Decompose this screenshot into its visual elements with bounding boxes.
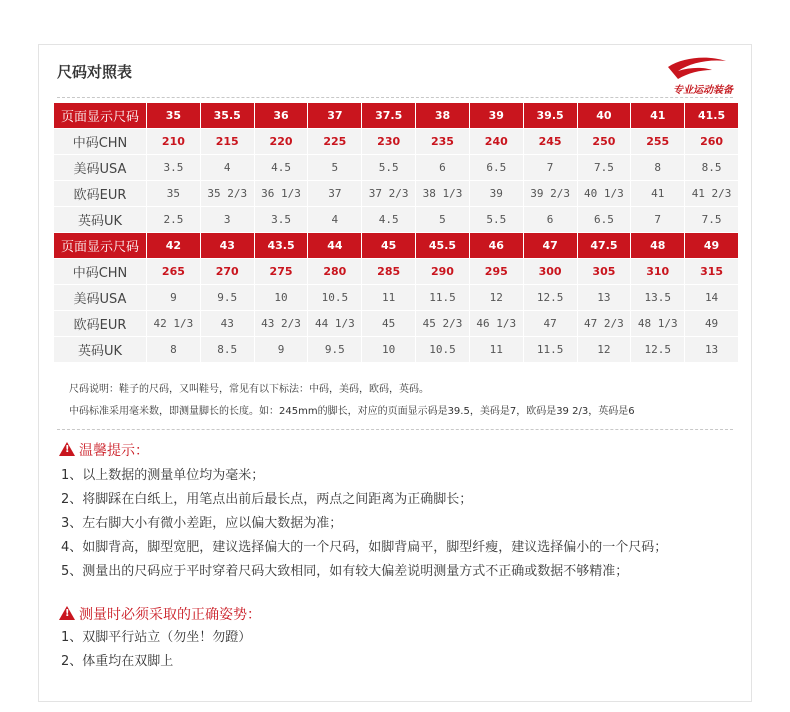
size-cell: 265 — [147, 259, 200, 284]
size-header-cell: 35 — [147, 103, 200, 128]
tips-list — [61, 464, 667, 584]
size-header-cell: 40 — [578, 103, 631, 128]
size-cell: 4.5 — [362, 207, 415, 232]
size-row-label: 美码USA — [54, 155, 146, 180]
size-cell: 290 — [416, 259, 469, 284]
size-header-cell: 48 — [631, 233, 684, 258]
warning-icon — [59, 442, 75, 456]
size-cell: 5 — [308, 155, 361, 180]
size-row-uk — [54, 207, 738, 232]
posture-list — [61, 626, 251, 674]
size-header-cell: 41 — [631, 103, 684, 128]
posture-item: 2、体重均在双脚上 — [61, 654, 174, 669]
size-header-row — [54, 103, 738, 128]
size-cell: 13 — [578, 285, 631, 310]
size-cell: 3 — [201, 207, 254, 232]
size-cell: 5.5 — [362, 155, 415, 180]
size-cell: 7 — [631, 207, 684, 232]
size-header-cell: 37.5 — [362, 103, 415, 128]
size-row-label: 中码CHN — [54, 129, 146, 154]
size-cell: 10.5 — [416, 337, 469, 362]
size-row-usa — [54, 155, 738, 180]
size-row-eur — [54, 181, 738, 206]
size-row-label: 英码UK — [54, 207, 146, 232]
size-table — [53, 102, 739, 363]
size-cell: 35 2/3 — [201, 181, 254, 206]
size-cell: 240 — [470, 129, 523, 154]
tip-item: 4、如脚背高，脚型宽肥，建议选择偏大的一个尺码，如脚背扁平，脚型纤瘦，建议选择偏小的一个尺码； — [61, 540, 668, 555]
size-cell: 9 — [255, 337, 308, 362]
size-cell: 4 — [308, 207, 361, 232]
brand-text: 专业运动装备 — [673, 85, 733, 96]
note-line: 中码标准采用毫米数，即测量脚长的长度。如：245mm的脚长，对应的页面显示码是39.5，美码是7，欧码是39 2/3，英码是6 — [69, 406, 635, 417]
size-header-row — [54, 233, 738, 258]
size-cell: 35 — [147, 181, 200, 206]
size-header-cell: 47.5 — [578, 233, 631, 258]
size-cell: 305 — [578, 259, 631, 284]
size-cell: 48 1/3 — [631, 311, 684, 336]
posture-item: 1、双脚平行站立（勿坐！勿蹬） — [61, 630, 252, 645]
size-header-cell: 45.5 — [416, 233, 469, 258]
size-cell: 3.5 — [255, 207, 308, 232]
size-cell: 260 — [685, 129, 738, 154]
size-cell: 37 — [308, 181, 361, 206]
size-row-uk — [54, 337, 738, 362]
size-cell: 2.5 — [147, 207, 200, 232]
size-row-chn — [54, 129, 738, 154]
size-cell: 245 — [524, 129, 577, 154]
size-cell: 12 — [470, 285, 523, 310]
size-cell: 14 — [685, 285, 738, 310]
warning-icon — [59, 606, 75, 620]
size-cell: 11 — [362, 285, 415, 310]
size-cell: 8.5 — [201, 337, 254, 362]
size-cell: 11.5 — [524, 337, 577, 362]
size-cell: 10 — [255, 285, 308, 310]
size-header-cell: 45 — [362, 233, 415, 258]
tip-item: 3、左右脚大小有微小差距，应以偏大数据为准； — [61, 516, 343, 531]
size-cell: 49 — [685, 311, 738, 336]
size-cell: 10 — [362, 337, 415, 362]
size-cell: 210 — [147, 129, 200, 154]
size-cell: 43 2/3 — [255, 311, 308, 336]
size-cell: 295 — [470, 259, 523, 284]
size-cell: 225 — [308, 129, 361, 154]
size-cell: 41 — [631, 181, 684, 206]
size-header-cell: 49 — [685, 233, 738, 258]
size-header-cell: 46 — [470, 233, 523, 258]
size-header-label: 页面显示尺码 — [54, 103, 146, 128]
size-cell: 3.5 — [147, 155, 200, 180]
size-row-label: 欧码EUR — [54, 311, 146, 336]
size-cell: 275 — [255, 259, 308, 284]
size-cell: 43 — [201, 311, 254, 336]
size-cell: 47 — [524, 311, 577, 336]
posture-title-text: 测量时必须采取的正确姿势： — [79, 607, 261, 623]
size-cell: 5.5 — [470, 207, 523, 232]
size-cell: 4 — [201, 155, 254, 180]
size-header-label: 页面显示尺码 — [54, 233, 146, 258]
size-cell: 10.5 — [308, 285, 361, 310]
size-header-cell: 43.5 — [255, 233, 308, 258]
size-row-chn — [54, 259, 738, 284]
size-cell: 40 1/3 — [578, 181, 631, 206]
size-header-cell: 35.5 — [201, 103, 254, 128]
tip-item: 1、以上数据的测量单位均为毫米； — [61, 468, 265, 483]
size-notes — [69, 379, 635, 423]
size-cell: 6.5 — [470, 155, 523, 180]
size-cell: 4.5 — [255, 155, 308, 180]
size-cell: 47 2/3 — [578, 311, 631, 336]
size-cell: 6 — [524, 207, 577, 232]
size-cell: 37 2/3 — [362, 181, 415, 206]
size-header-cell: 42 — [147, 233, 200, 258]
size-cell: 12.5 — [524, 285, 577, 310]
size-cell: 9 — [147, 285, 200, 310]
size-cell: 13 — [685, 337, 738, 362]
size-cell: 310 — [631, 259, 684, 284]
size-header-cell: 47 — [524, 233, 577, 258]
size-row-eur — [54, 311, 738, 336]
size-row-label: 中码CHN — [54, 259, 146, 284]
header — [57, 61, 733, 98]
size-cell: 41 2/3 — [685, 181, 738, 206]
size-row-usa — [54, 285, 738, 310]
size-cell: 270 — [201, 259, 254, 284]
size-cell: 255 — [631, 129, 684, 154]
size-cell: 7.5 — [578, 155, 631, 180]
size-header-cell: 36 — [255, 103, 308, 128]
note-line: 尺码说明：鞋子的尺码，又叫鞋号，常见有以下标法：中码，美码，欧码，英码。 — [69, 384, 429, 395]
size-cell: 8 — [147, 337, 200, 362]
divider — [57, 429, 733, 430]
size-row-label: 美码USA — [54, 285, 146, 310]
size-cell: 11.5 — [416, 285, 469, 310]
size-cell: 9.5 — [201, 285, 254, 310]
size-header-cell: 39 — [470, 103, 523, 128]
size-cell: 42 1/3 — [147, 311, 200, 336]
size-row-label: 英码UK — [54, 337, 146, 362]
tips-title — [59, 440, 149, 460]
posture-title — [59, 604, 261, 624]
size-cell: 11 — [470, 337, 523, 362]
size-cell: 5 — [416, 207, 469, 232]
size-cell: 235 — [416, 129, 469, 154]
size-cell: 6 — [416, 155, 469, 180]
size-cell: 285 — [362, 259, 415, 284]
size-cell: 9.5 — [308, 337, 361, 362]
size-cell: 45 — [362, 311, 415, 336]
size-cell: 8.5 — [685, 155, 738, 180]
tips-title-text: 温馨提示： — [79, 443, 149, 459]
size-cell: 45 2/3 — [416, 311, 469, 336]
size-header-cell: 43 — [201, 233, 254, 258]
size-cell: 39 2/3 — [524, 181, 577, 206]
size-cell: 6.5 — [578, 207, 631, 232]
size-cell: 215 — [201, 129, 254, 154]
size-cell: 46 1/3 — [470, 311, 523, 336]
size-cell: 220 — [255, 129, 308, 154]
size-chart-panel — [38, 44, 752, 702]
size-cell: 12 — [578, 337, 631, 362]
size-row-label: 欧码EUR — [54, 181, 146, 206]
size-cell: 7.5 — [685, 207, 738, 232]
tip-item: 5、测量出的尺码应于平时穿着尺码大致相同，如有较大偏差说明测量方式不正确或数据不够精准； — [61, 564, 629, 579]
size-cell: 300 — [524, 259, 577, 284]
size-cell: 315 — [685, 259, 738, 284]
size-cell: 36 1/3 — [255, 181, 308, 206]
size-header-cell: 44 — [308, 233, 361, 258]
page-title: 尺码对照表 — [57, 63, 133, 81]
size-cell: 39 — [470, 181, 523, 206]
size-cell: 280 — [308, 259, 361, 284]
tip-item: 2、将脚踩在白纸上，用笔点出前后最长点，两点之间距离为正确脚长； — [61, 492, 473, 507]
size-cell: 13.5 — [631, 285, 684, 310]
size-header-cell: 41.5 — [685, 103, 738, 128]
size-cell: 7 — [524, 155, 577, 180]
size-cell: 230 — [362, 129, 415, 154]
size-cell: 250 — [578, 129, 631, 154]
size-cell: 38 1/3 — [416, 181, 469, 206]
size-header-cell: 39.5 — [524, 103, 577, 128]
size-cell: 44 1/3 — [308, 311, 361, 336]
size-header-cell: 37 — [308, 103, 361, 128]
size-cell: 8 — [631, 155, 684, 180]
size-header-cell: 38 — [416, 103, 469, 128]
size-cell: 12.5 — [631, 337, 684, 362]
